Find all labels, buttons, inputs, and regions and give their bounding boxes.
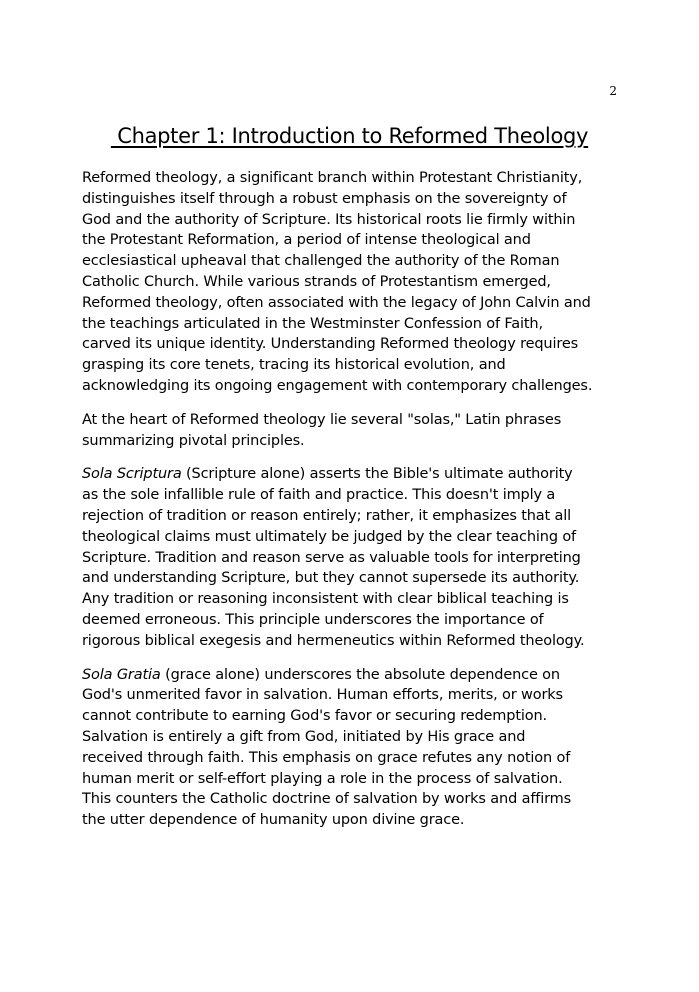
text-line: deemed erroneous. This principle underscores the importance of — [82, 611, 544, 628]
text-line: rigorous biblical exegesis and hermeneutics within Reformed theology. — [82, 632, 585, 649]
sola-gratia-paragraph — [82, 665, 622, 831]
text-line: God and the authority of Scripture. Its historical roots lie firmly within — [82, 211, 576, 228]
text-line: rejection of tradition or reason entirely; rather, it emphasizes that all — [82, 507, 572, 524]
text-line: the teachings articulated in the Westminster Confession of Faith, — [82, 315, 543, 332]
text-run: (Scripture alone) asserts the Bible's ultimate authority — [181, 466, 573, 483]
page-number: 2 — [609, 84, 617, 98]
chapter-body — [82, 168, 622, 844]
text-line — [82, 464, 622, 485]
text-line: Any tradition or reasoning inconsistent with clear biblical teaching is — [82, 591, 569, 608]
text-line: Catholic Church. While various strands of Protestantism emerged, — [82, 273, 551, 290]
text-line: summarizing pivotal principles. — [82, 432, 305, 449]
text-line: At the heart of Reformed theology lie several "solas," Latin phrases — [82, 411, 562, 428]
text-line: acknowledging its ongoing engagement with contemporary challenges. — [82, 377, 593, 394]
text-line — [82, 665, 622, 686]
text-line: This counters the Catholic doctrine of salvation by works and affirms — [82, 791, 572, 808]
text-line: and understanding Scripture, but they cannot supersede its authority. — [82, 570, 580, 587]
text-line: the utter dependence of humanity upon divine grace. — [82, 812, 465, 829]
sola-gratia-term: Sola Gratia — [82, 666, 161, 683]
text-line: received through faith. This emphasis on grace refutes any notion of — [82, 749, 571, 766]
text-line: ecclesiastical upheaval that challenged the authority of the Roman — [82, 253, 560, 270]
text-line: carved its unique identity. Understanding Reformed theology requires — [82, 336, 579, 353]
text-line: the Protestant Reformation, a period of intense theological and — [82, 232, 531, 249]
text-line: cannot contribute to earning God's favor or securing redemption. — [82, 708, 547, 725]
sola-scriptura-paragraph — [82, 464, 622, 651]
solas-intro-paragraph — [82, 410, 622, 452]
text-line: Scripture. Tradition and reason serve as valuable tools for interpreting — [82, 549, 581, 566]
text-line: Reformed theology, often associated with the legacy of John Calvin and — [82, 294, 591, 311]
chapter-title: Chapter 1: Introduction to Reformed Theology — [110, 124, 589, 148]
text-line: human merit or self-effort playing a role in the process of salvation. — [82, 770, 563, 787]
text-line: God's unmerited favor in salvation. Human efforts, merits, or works — [82, 687, 563, 704]
sola-scriptura-term: Sola Scriptura — [82, 466, 182, 483]
text-line: distinguishes itself through a robust emphasis on the sovereignty of — [82, 190, 567, 207]
text-line: grasping its core tenets, tracing its historical evolution, and — [82, 357, 506, 374]
intro-paragraph — [82, 168, 622, 397]
text-line: Reformed theology, a significant branch within Protestant Christianity, — [82, 170, 583, 186]
text-run: (grace alone) underscores the absolute dependence on — [160, 666, 560, 683]
text-line: Salvation is entirely a gift from God, initiated by His grace and — [82, 728, 526, 745]
text-line: theological claims must ultimately be judged by the clear teaching of — [82, 528, 577, 545]
text-line: as the sole infallible rule of faith and practice. This doesn't imply a — [82, 487, 556, 504]
